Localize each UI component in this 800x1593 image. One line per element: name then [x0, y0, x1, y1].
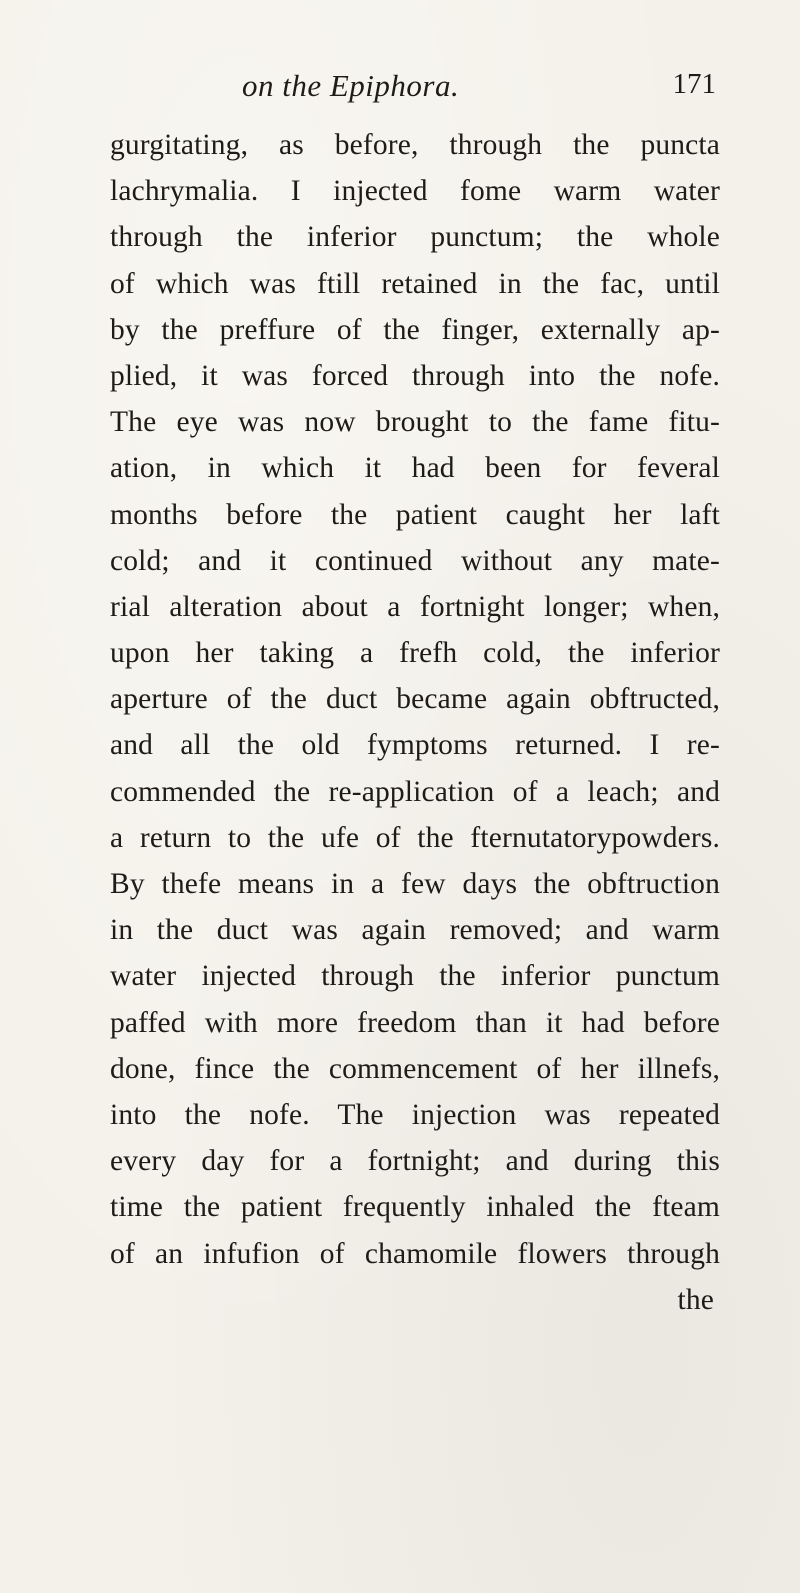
text-line: through the inferior punctum; the whole: [110, 221, 720, 254]
body-text: [110, 122, 720, 1323]
text-line: commended the re-application of a leach; and: [110, 775, 720, 808]
text-line: by the preffure of the finger, externally ap-: [110, 313, 720, 346]
page-number: 171: [672, 68, 716, 100]
running-head-title: on the Epiphora.: [242, 68, 460, 103]
text-line: rial alteration about a fortnight longer; when,: [110, 590, 720, 623]
text-line: aperture of the duct became again obftructed,: [110, 683, 720, 716]
text-line: months before the patient caught her laft: [110, 498, 720, 531]
text-line: cold; and it continued without any mate-: [110, 544, 720, 577]
text-line: lachrymalia. I injected fome warm water: [110, 175, 720, 208]
text-line: in the duct was again removed; and warm: [110, 914, 720, 947]
text-line: a return to the ufe of the fternutatorypowders.: [110, 821, 720, 854]
text-line: every day for a fortnight; and during this: [110, 1145, 720, 1178]
text-line: time the patient frequently inhaled the fteam: [110, 1191, 720, 1224]
text-line: plied, it was forced through into the nofe.: [110, 359, 720, 392]
text-line: and all the old fymptoms returned. I re-: [110, 729, 720, 762]
catchword: the: [677, 1283, 714, 1316]
text-line: water injected through the inferior punctum: [110, 960, 720, 993]
text-line: of which was ftill retained in the fac, until: [110, 267, 720, 300]
text-line: gurgitating, as before, through the puncta: [110, 129, 720, 161]
text-line: paffed with more freedom than it had before: [110, 1006, 720, 1039]
text-line: The eye was now brought to the fame fitu-: [110, 406, 720, 439]
text-line: of an infufion of chamomile flowers through: [110, 1237, 720, 1270]
text-line: done, fince the commencement of her illnefs,: [110, 1052, 720, 1085]
text-line: into the nofe. The injection was repeated: [110, 1098, 720, 1131]
text-line: By thefe means in a few days the obftruction: [110, 868, 720, 900]
text-line: upon her taking a frefh cold, the inferior: [110, 637, 720, 670]
running-head: [110, 68, 716, 108]
text-line: ation, in which it had been for feveral: [110, 452, 720, 485]
